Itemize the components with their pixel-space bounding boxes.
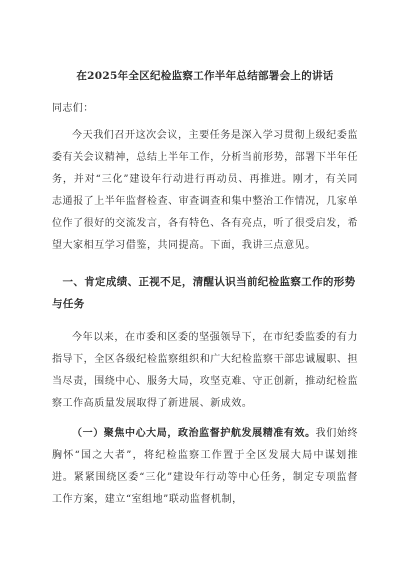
salutation: 同志们： <box>52 103 94 114</box>
spacer <box>52 415 358 423</box>
document-title: 在2025年全区纪检监察工作半年总结部署会上的讲话 <box>76 70 334 82</box>
paragraph-intro: 今天我们召开这次会议，主要任务是深入学习贯彻上级纪委监委有关会议精神，总结上半年工作，分析当前形势，部署下半年任务，并对“三化”建设年行动进行再动员、再推进。刚才，有关同志通报了上半年监督检查、审查调查和集中整治工作情况，几家单位作了很好的交流发言，各有特色、各有亮点，听了很受启发，希望大家相互学习借鉴，共同提高。下面，我讲三点意见。 <box>52 130 358 251</box>
subheading-1: （一）聚焦中心大局，政治监督护航发展精准有效。 <box>72 428 316 439</box>
paragraph-3-text: 我们始终胸怀“国之大者”，将纪检监察工作置于全区发展大局中谋划推进。紧紧围绕区委“三化”建设年行动等中心任务，制定专项监督工作方案，建立“室组地”联动监督机制， <box>52 428 359 505</box>
spacer <box>52 257 358 265</box>
paragraph-2: 今年以来，在市委和区委的坚强领导下，在市纪委监委的有力指导下，全区各级纪检监察组织和广大纪检监察干部忠诚履职、担当尽责，围绕中心、服务大局，攻坚克难、守正创新，推动纪检监察工作高质量发展取得了新进展、新成效。 <box>52 332 358 409</box>
section-heading-1: 一、肯定成绩、正视不足，清醒认识当前纪检监察工作的形势与任务 <box>52 276 356 310</box>
paragraph-3 <box>52 423 358 511</box>
